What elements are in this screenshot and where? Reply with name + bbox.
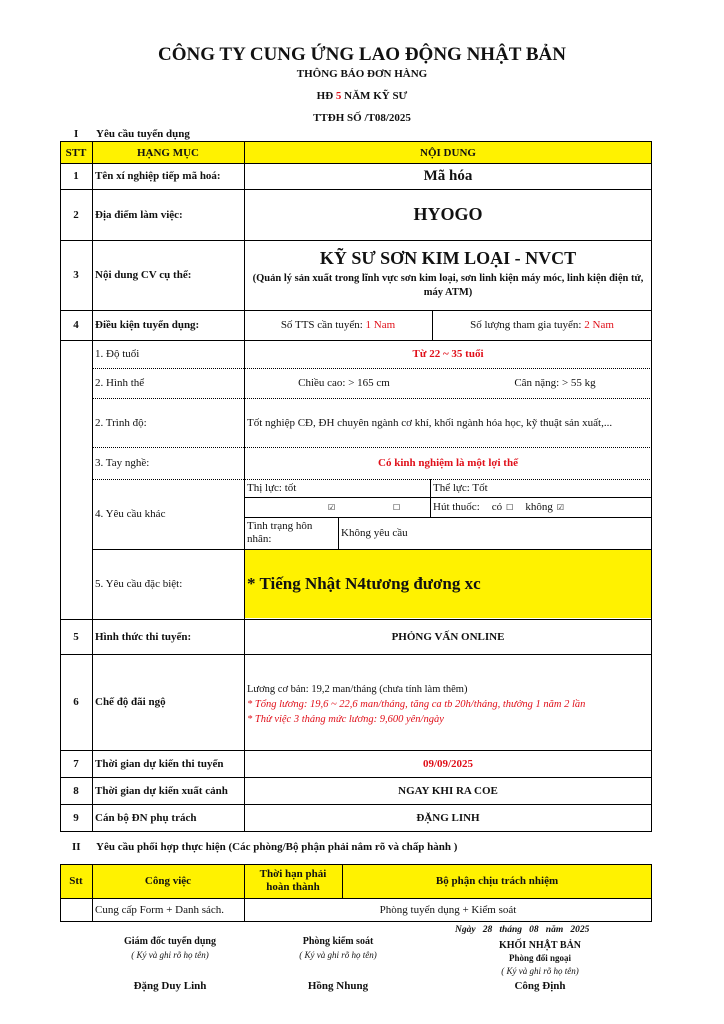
height-requirement: Chiều cao: > 165 cm	[298, 377, 390, 389]
row-5-label: Hình thức thi tuyển:	[95, 630, 192, 643]
trainee-count-label: Số TTS cần tuyển:	[280, 319, 363, 331]
header-stt: STT	[65, 146, 87, 159]
order-number: TTĐH SỐ /T08/2025	[313, 112, 411, 124]
contract-type	[0, 90, 724, 102]
signer-3-name: Công Định	[514, 980, 566, 992]
document-subtitle: THÔNG BÁO ĐƠN HÀNG	[296, 68, 428, 80]
total-salary: * Tổng lương: 19,6 ~ 22,6 man/tháng, tăng ca tb 20h/tháng, thưởng 1 năm 2 lần	[247, 699, 586, 710]
blank-checkbox-row	[244, 497, 430, 517]
education-value: Tốt nghiệp CĐ, ĐH chuyên ngành cơ khí, khối ngành hóa học, kỹ thuật sản xuất,...	[247, 416, 613, 429]
participant-count-label: Số lượng tham gia tuyển:	[470, 319, 582, 331]
signer-3-title: KHỐI NHẬT BẢN	[498, 940, 582, 951]
smoking-no-checkbox-icon[interactable]: ☑	[556, 502, 564, 512]
exam-format-value: PHỎNG VẤN ONLINE	[391, 630, 505, 643]
coord-header-work: Công việc	[144, 875, 192, 887]
fitness-value: Thể lực: Tốt	[433, 482, 488, 494]
job-description: (Quản lý sản xuất trong lĩnh vực sơn kim loại, sơn linh kiện máy móc, linh kiện điện tử, máy ATM)	[252, 273, 644, 298]
eyesight-value: Thị lực: tốt	[247, 482, 297, 494]
row-4-stt: 4	[73, 319, 79, 331]
skill-label: 3. Tay nghề:	[95, 457, 150, 469]
smoking-row	[430, 497, 652, 517]
coord-header-dept: Bộ phận chịu trách nhiệm	[435, 875, 559, 887]
departure-value: NGAY KHI RA COE	[398, 784, 498, 797]
trainee-count-value: 1 Nam	[365, 319, 396, 331]
hd-suffix: NĂM KỸ SƯ	[344, 90, 408, 102]
staff-in-charge-value: ĐẶNG LINH	[416, 812, 480, 824]
row-7-label: Thời gian dự kiến thi tuyển	[95, 757, 224, 770]
trainee-count	[244, 310, 432, 340]
education-label: 2. Trình độ:	[95, 416, 147, 429]
coord-header-stt: Stt	[69, 875, 83, 887]
row-8-label: Thời gian dự kiến xuất cảnh	[95, 784, 228, 797]
signer-2-name: Hồng Nhung	[307, 980, 369, 992]
row-6-label: Chế độ đãi ngộ	[95, 696, 166, 708]
header-content: NỘI DUNG	[420, 146, 476, 159]
marital-status-value: Không yêu cầu	[341, 527, 408, 539]
company-name: CÔNG TY CUNG ỨNG LAO ĐỘNG NHẬT BẢN	[158, 44, 566, 65]
probation-salary: * Thử việc 3 tháng mức lương: 9,600 yên/ngày	[247, 714, 444, 725]
empty-box-icon[interactable]: ☐	[393, 502, 401, 512]
participant-count-value: 2 Nam	[584, 319, 614, 331]
age-value: Từ 22 ~ 35 tuổi	[412, 348, 484, 360]
coord-header-deadline: Thời hạn phải hoàn thành	[259, 868, 327, 893]
signer-2-title: Phòng kiểm soát	[302, 936, 374, 947]
hd-number: 5	[335, 90, 342, 102]
other-requirements-label: 4. Yêu cầu khác	[95, 508, 166, 520]
hd-prefix: HĐ	[316, 90, 334, 102]
smoking-yes-label: có	[491, 501, 503, 513]
work-location-value: HYOGO	[413, 204, 483, 224]
benefits-block	[247, 682, 651, 727]
signer-2-note: ( Ký và ghi rõ họ tên)	[299, 950, 377, 960]
participant-count	[432, 310, 652, 340]
signer-1-note: ( Ký và ghi rõ họ tên)	[131, 950, 209, 960]
sign-date: Ngày 28 tháng 08 năm 2025	[455, 925, 590, 935]
marital-status-label: Tình trạng hôn nhân:	[247, 520, 313, 545]
row-9-label: Cán bộ ĐN phụ trách	[95, 812, 197, 824]
smoking-no-label: không	[525, 501, 553, 513]
row-6-stt: 6	[73, 696, 79, 708]
row-9-stt: 9	[73, 812, 79, 824]
row-1-label: Tên xí nghiệp tiếp mã hoá:	[95, 170, 221, 182]
signer-1-title: Giám đốc tuyển dụng	[124, 936, 216, 947]
skill-value: Có kinh nghiệm là một lợi thế	[378, 457, 518, 469]
signer-3-sub: Phòng đối ngoại	[508, 953, 572, 963]
row-1-stt: 1	[73, 170, 79, 182]
section-1-title: Yêu cầu tuyển dụng	[96, 128, 190, 140]
signer-1-name: Đặng Duy Linh	[133, 980, 207, 992]
special-requirement-value: * Tiếng Nhật N4tương đương xc	[247, 574, 481, 593]
smoking-label: Hút thuốc:	[433, 501, 480, 513]
physique-label: 2. Hình thể	[95, 377, 145, 389]
weight-requirement: Cân nặng: > 55 kg	[514, 377, 596, 389]
row-5-stt: 5	[73, 630, 79, 643]
base-salary: Lương cơ bản: 19,2 man/tháng (chưa tính làm thêm)	[247, 684, 468, 695]
smoking-yes-checkbox-icon[interactable]: ☐	[506, 502, 514, 512]
row-2-stt: 2	[73, 208, 79, 221]
header-item: HẠNG MỤC	[136, 146, 200, 159]
row-3-stt: 3	[73, 269, 79, 281]
section-2-number: II	[72, 841, 81, 853]
row-2-label: Địa điểm làm việc:	[95, 208, 183, 221]
row-3-label: Nội dung CV cụ thể:	[95, 269, 192, 281]
section-1-number: I	[74, 128, 79, 140]
age-label: 1. Độ tuổi	[95, 348, 140, 360]
signer-3-note: ( Ký và ghi rõ họ tên)	[501, 966, 579, 976]
row-4-label: Điều kiện tuyển dụng:	[95, 319, 200, 331]
exam-date-value: 09/09/2025	[422, 757, 474, 770]
row-7-stt: 7	[73, 757, 79, 770]
company-code-value: Mã hóa	[423, 167, 473, 184]
job-title: KỸ SƯ SƠN KIM LOẠI - NVCT	[319, 248, 577, 268]
coord-work-value: Cung cấp Form + Danh sách.	[95, 904, 225, 916]
checked-box-icon[interactable]: ☑	[328, 502, 336, 512]
special-requirement-label: 5. Yêu cầu đặc biệt:	[95, 578, 183, 590]
section-2-title: Yêu cầu phối hợp thực hiện (Các phòng/Bộ phận phải nắm rõ và chấp hành )	[96, 841, 458, 853]
row-8-stt: 8	[73, 784, 79, 797]
coord-dept-value: Phòng tuyển dụng + Kiểm soát	[379, 904, 517, 916]
